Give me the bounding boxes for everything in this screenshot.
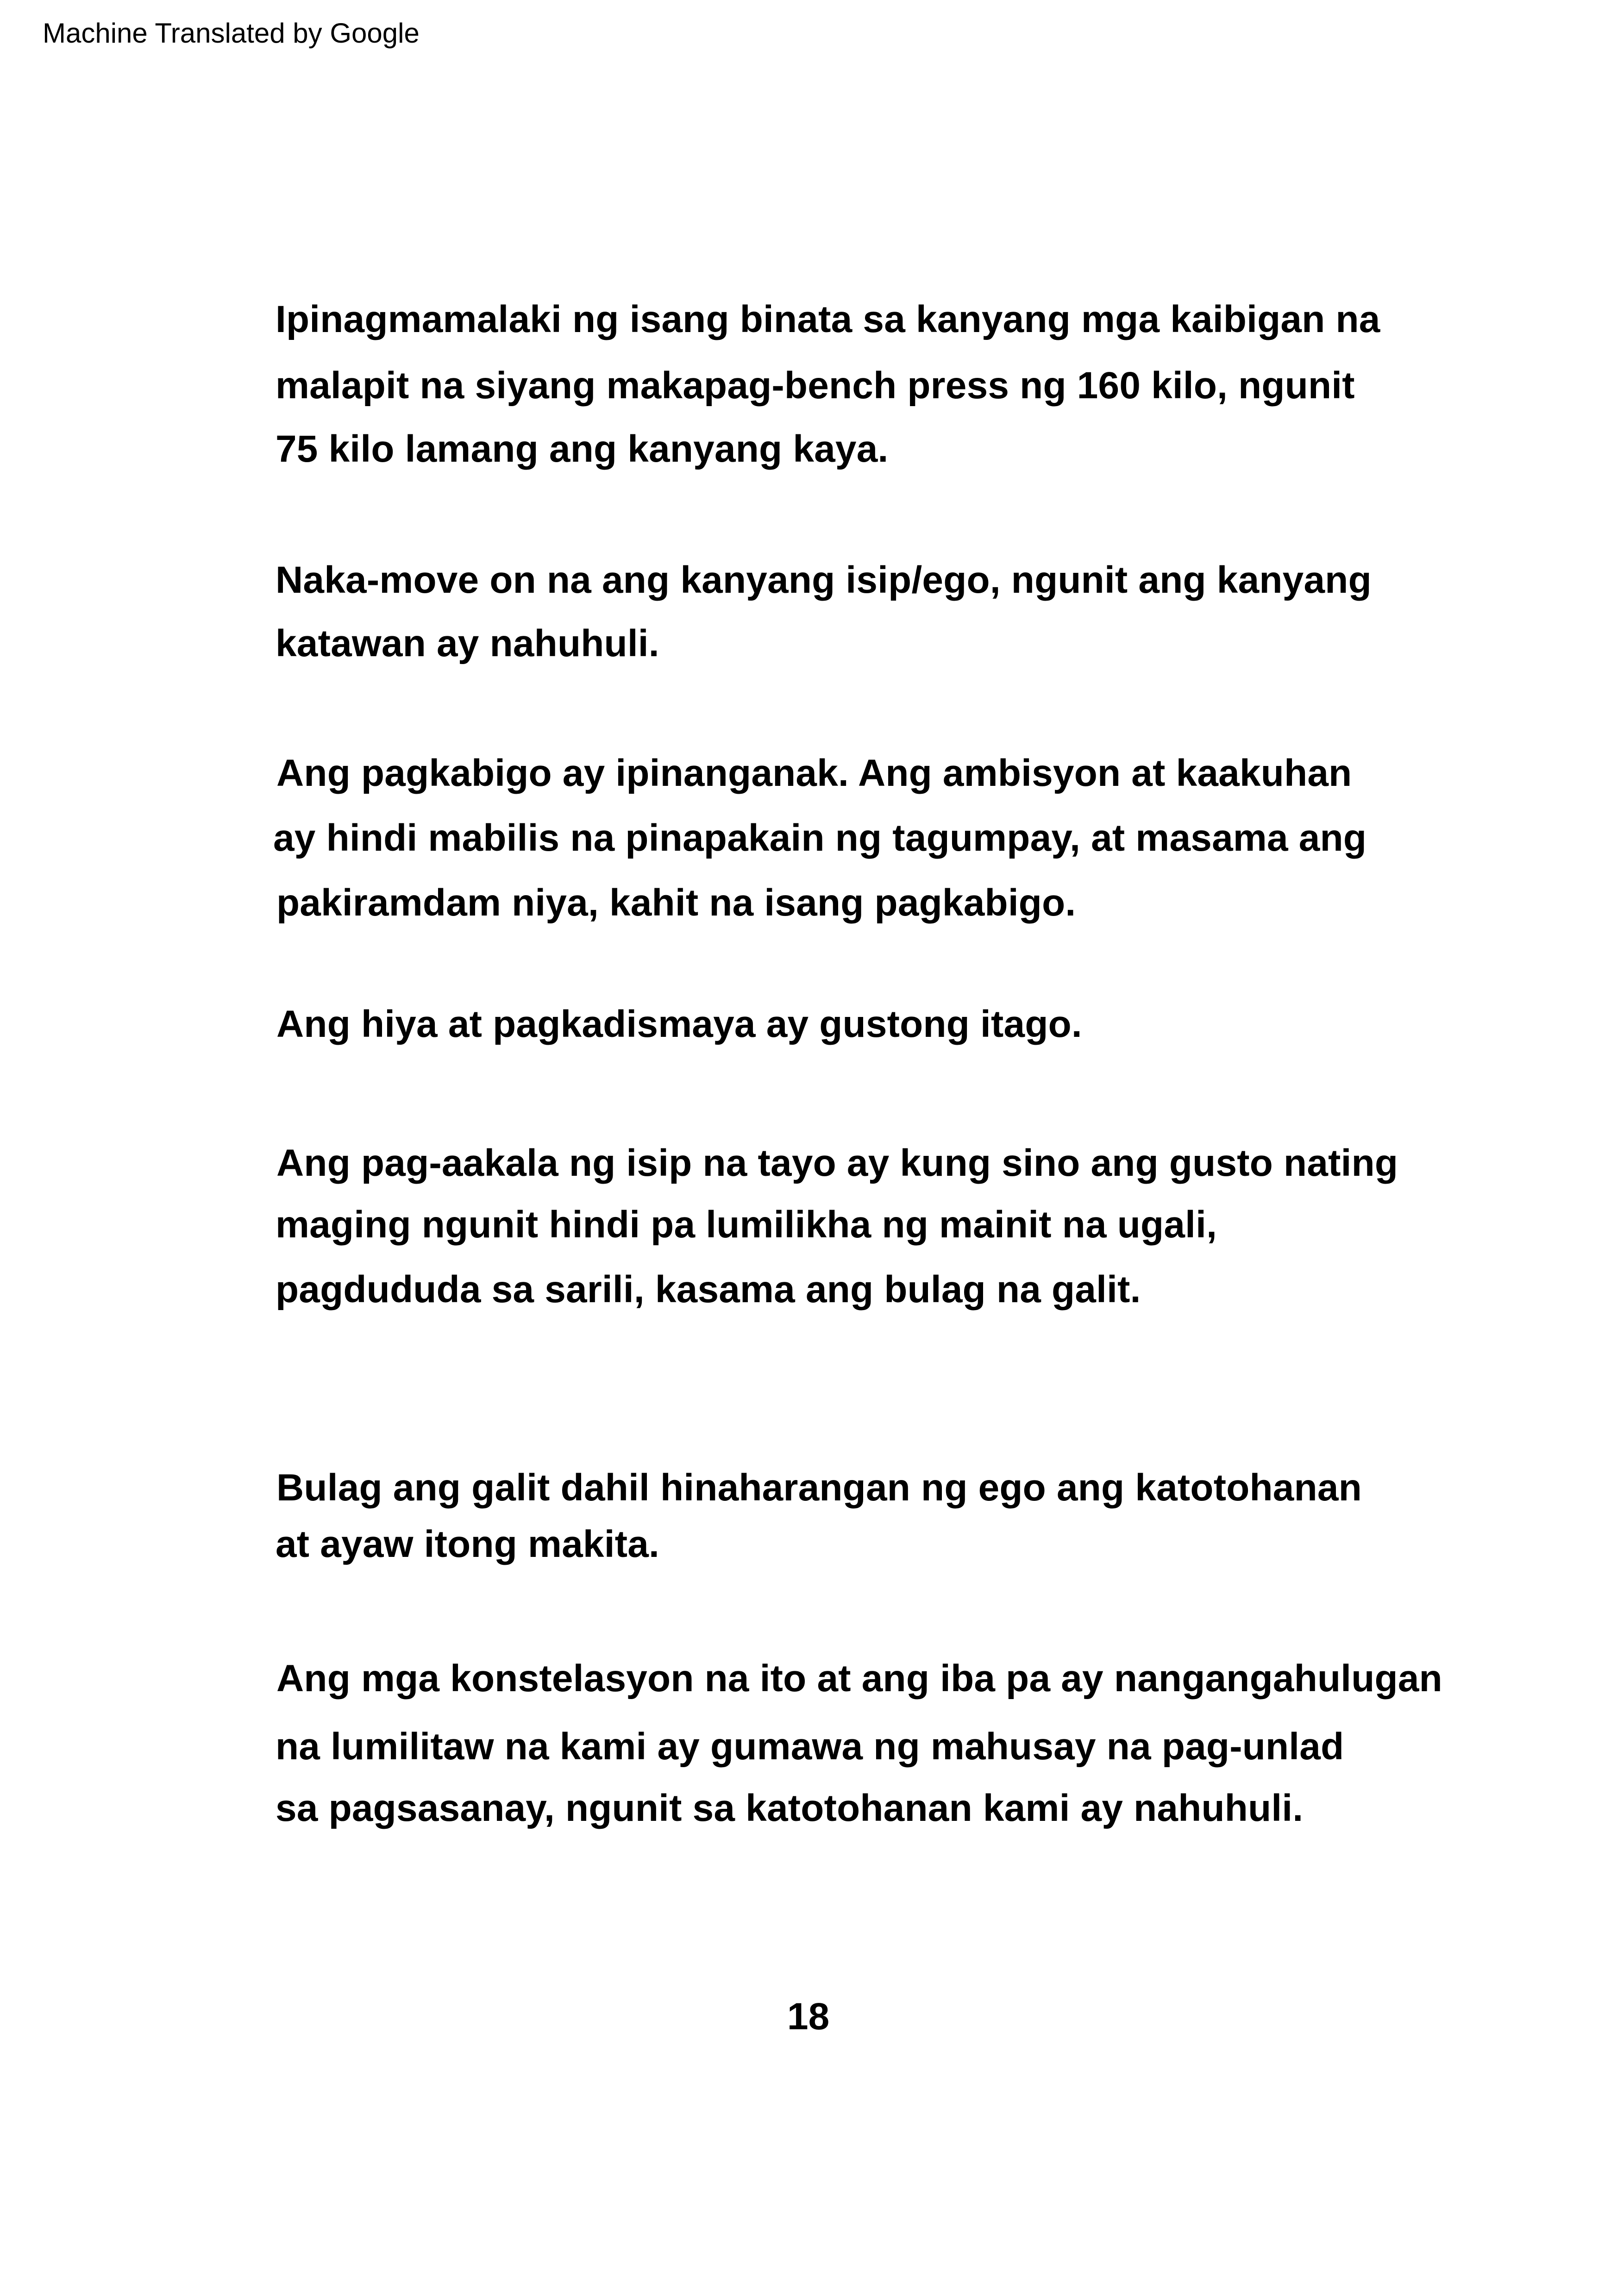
paragraph-7-line-2: na lumilitaw na kami ay gumawa ng mahusay na pag-unlad — [276, 1725, 1344, 1768]
machine-translation-note: Machine Translated by Google — [43, 18, 420, 49]
paragraph-2-line-1: Naka-move on na ang kanyang isip/ego, ngunit ang kanyang — [276, 559, 1372, 601]
page-number: 18 — [787, 1995, 830, 2038]
paragraph-6-line-2: at ayaw itong makita. — [276, 1523, 660, 1565]
paragraph-1-line-1: Ipinagmamalaki ng isang binata sa kanyang mga kaibigan na — [276, 298, 1380, 340]
paragraph-4-line-1: Ang hiya at pagkadismaya ay gustong itago. — [276, 1003, 1082, 1045]
paragraph-1-line-3: 75 kilo lamang ang kanyang kaya. — [276, 428, 889, 470]
paragraph-5-line-3: pagdududa sa sarili, kasama ang bulag na galit. — [276, 1268, 1141, 1311]
paragraph-3-line-3: pakiramdam niya, kahit na isang pagkabigo. — [276, 882, 1076, 924]
paragraph-3-line-1: Ang pagkabigo ay ipinanganak. Ang ambisyon at kaakuhan — [276, 752, 1352, 794]
paragraph-1-line-2: malapit na siyang makapag-bench press ng 160 kilo, ngunit — [276, 364, 1355, 407]
paragraph-6-line-1: Bulag ang galit dahil hinaharangan ng ego ang katotohanan — [276, 1467, 1362, 1509]
paragraph-7-line-1: Ang mga konstelasyon na ito at ang iba pa ay nangangahulugan — [276, 1657, 1442, 1700]
paragraph-7-line-3: sa pagsasanay, ngunit sa katotohanan kami ay nahuhuli. — [276, 1787, 1304, 1829]
paragraph-3-line-2: ay hindi mabilis na pinapakain ng tagumpay, at masama ang — [273, 817, 1367, 859]
paragraph-2-line-2: katawan ay nahuhuli. — [276, 622, 659, 665]
paragraph-5-line-2: maging ngunit hindi pa lumilikha ng mainit na ugali, — [276, 1204, 1217, 1246]
paragraph-5-line-1: Ang pag-aakala ng isip na tayo ay kung sino ang gusto nating — [276, 1142, 1398, 1184]
